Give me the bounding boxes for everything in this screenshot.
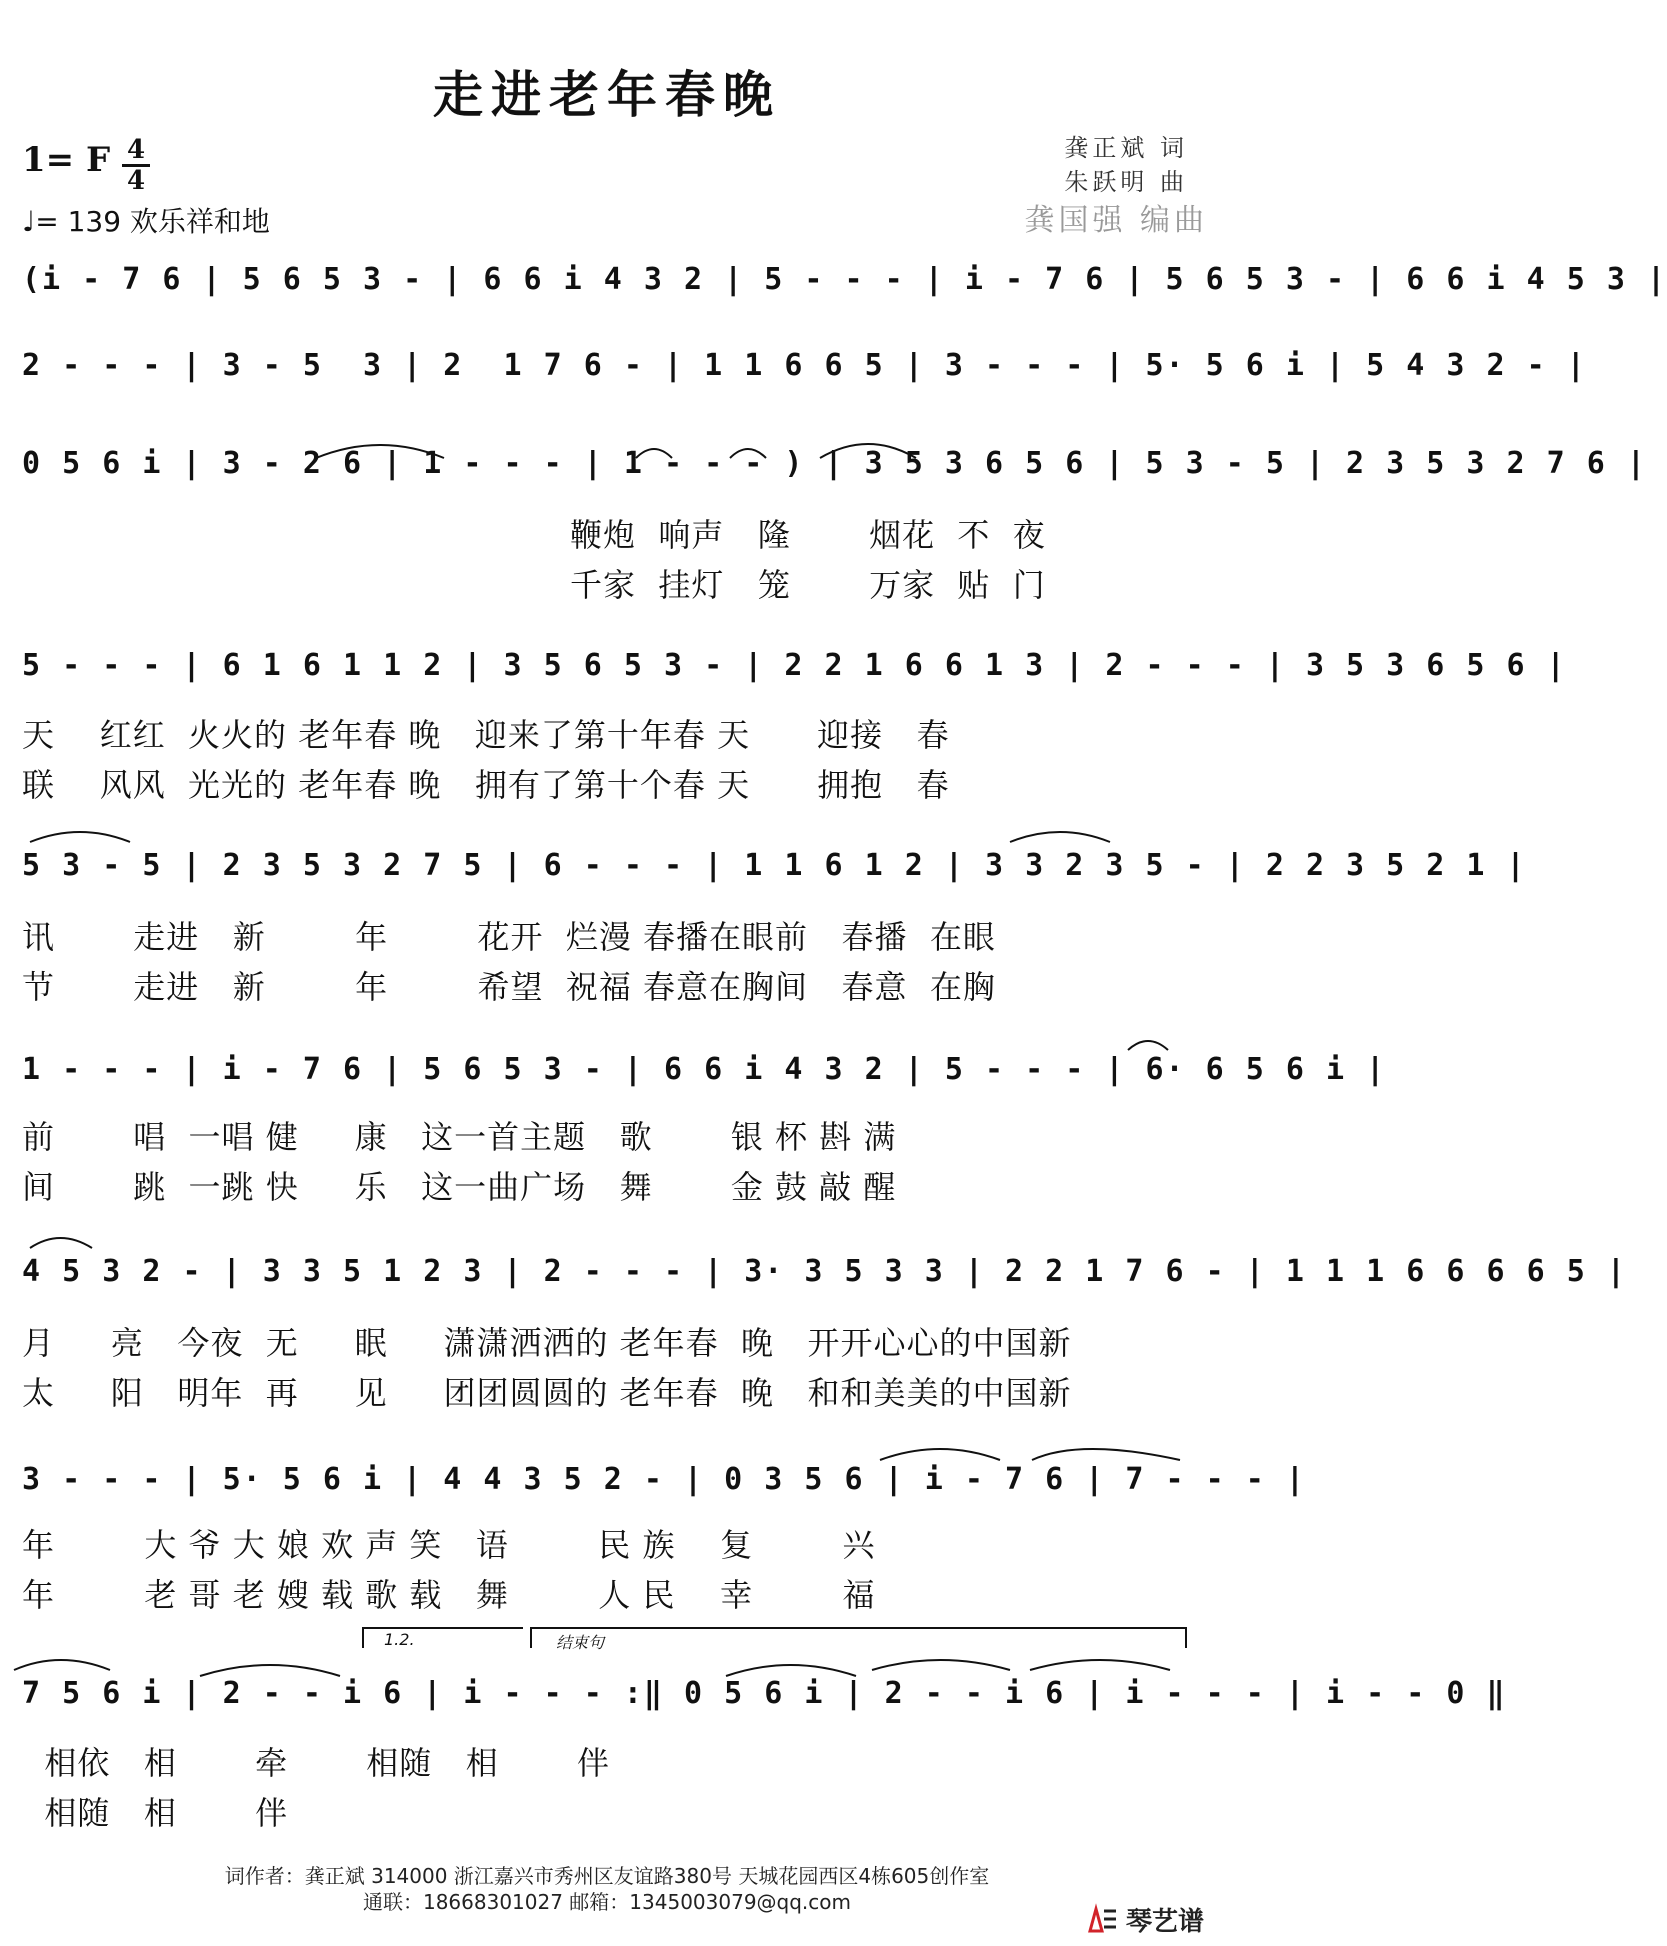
lyricist-credit: 龚正斌 词 <box>1064 134 1188 162</box>
ending-label: 结束句 <box>556 1633 605 1652</box>
logo-icon <box>1086 1905 1120 1935</box>
lyric-line: 相随 相 伴 <box>22 1794 289 1832</box>
notation-text: (i - 7 6 | 5 6 5 3 - | 6 6 i 4 3 2 | 5 - - - | i - 7 6 | 5 6 5 3 - | 6 6 i 4 5 3 | <box>22 262 1667 297</box>
lyric-line: 鞭炮 响声 隆 烟花 不 夜 <box>570 516 1046 554</box>
notation-text: 2 - - - | 3 - 5 3 | 2 1 7 6 - | 1 1 6 6 5 | 3 - - - | 5· 5 6 i | 5 4 3 2 - | <box>22 348 1587 383</box>
score-title: 走进老年春晚 <box>433 65 781 124</box>
key-signature: 1= F <box>22 140 111 180</box>
volta-label: 1.2. <box>384 1630 415 1649</box>
logo-text: 琴艺谱 <box>1125 1907 1204 1937</box>
composer-credit: 朱跃明 曲 <box>1064 168 1188 196</box>
tempo-text: = 139 欢乐祥和地 <box>35 205 270 238</box>
time-sig-top: 4 <box>126 135 146 165</box>
notation-text: 3 - - - | 5· 5 6 i | 4 4 3 5 2 - | 0 3 5 6 | i - 7 6 | 7 - - - | <box>22 1462 1306 1497</box>
ending-bracket <box>531 1628 1186 1648</box>
lyric-line: 千家 挂灯 笼 万家 贴 门 <box>570 566 1046 604</box>
brand-logo <box>1086 1901 1204 1938</box>
notation-text: 5 - - - | 6 1 6 1 1 2 | 3 5 6 5 3 - | 2 2 1 6 6 1 3 | 2 - - - | 3 5 3 6 5 6 | <box>22 648 1567 683</box>
footer-contact: 通联：18668301027 邮箱：1345003079@qq.com <box>362 1890 852 1914</box>
lyric-line: 间 跳 一跳 快 乐 这一曲广场 舞 金 鼓 敲 醒 <box>22 1168 897 1206</box>
notation-text: 7 5 6 i | 2 - - i 6 | i - - - :‖ 0 5 6 i | 2 - - i 6 | i - - - | i - - 0 ‖ <box>22 1676 1507 1711</box>
lyric-line: 讯 走进 新 年 花开 烂漫 春播在眼前 春播 在眼 <box>22 918 996 956</box>
lyric-line: 月 亮 今夜 无 眠 潇潇洒洒的 老年春 晚 开开心心的中国新 <box>22 1324 1072 1362</box>
footer-address: 词作者：龚正斌 314000 浙江嘉兴市秀州区友谊路380号 天城花园西区4栋605创作室 <box>224 1864 990 1888</box>
lyric-line: 联 风风 光光的 老年春 晚 拥有了第十个春 天 拥抱 春 <box>22 766 950 804</box>
notation-text: 0 5 6 i | 3 - 2 6 | 1 - - - | 1 - - - ) | 3 5 3 6 5 6 | 5 3 - 5 | 2 3 5 3 2 7 6 | <box>22 446 1647 481</box>
lyric-line: 年 老 哥 老 嫂 载 歌 载 舞 人 民 幸 福 <box>22 1576 876 1614</box>
notation-text: 5 3 - 5 | 2 3 5 3 2 7 5 | 6 - - - | 1 1 6 1 2 | 3 3 2 3 5 - | 2 2 3 5 2 1 | <box>22 848 1527 883</box>
lyric-line: 相依 相 牵 相随 相 伴 <box>22 1744 610 1782</box>
arranger-credit: 龚国强 编曲 <box>1024 203 1208 238</box>
lyric-line: 年 大 爷 大 娘 欢 声 笑 语 民 族 复 兴 <box>22 1526 876 1564</box>
lyric-line: 太 阳 明年 再 见 团团圆圆的 老年春 晚 和和美美的中国新 <box>22 1374 1072 1412</box>
notation-text: 4 5 3 2 - | 3 3 5 1 2 3 | 2 - - - | 3· 3 5 3 3 | 2 2 1 7 6 - | 1 1 1 6 6 6 6 5 | <box>22 1254 1627 1289</box>
time-sig-bottom: 4 <box>126 166 146 196</box>
lyric-line: 节 走进 新 年 希望 祝福 春意在胸间 春意 在胸 <box>22 968 996 1006</box>
lyric-line: 前 唱 一唱 健 康 这一首主题 歌 银 杯 斟 满 <box>22 1118 897 1156</box>
quarter-note-icon: ♩ <box>22 205 36 238</box>
notation-text: 1 - - - | i - 7 6 | 5 6 5 3 - | 6 6 i 4 3 2 | 5 - - - | 6· 6 5 6 i | <box>22 1052 1387 1087</box>
lyric-line: 天 红红 火火的 老年春 晚 迎来了第十年春 天 迎接 春 <box>22 716 950 754</box>
